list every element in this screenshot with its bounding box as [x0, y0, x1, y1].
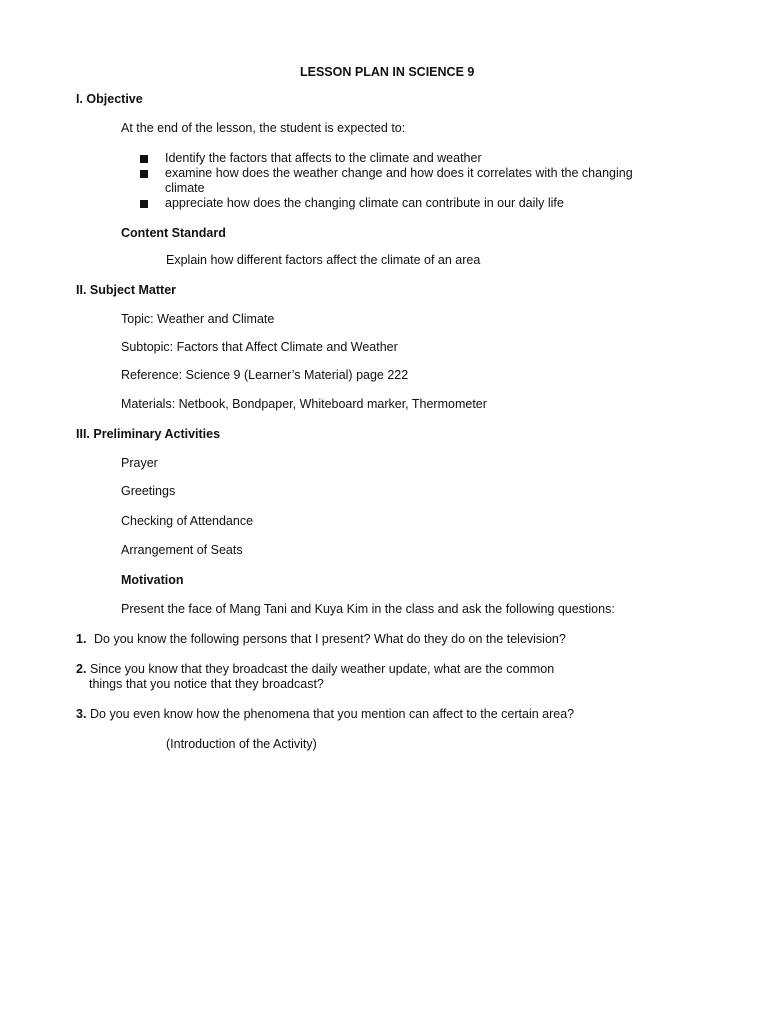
- reference-line: Reference: Science 9 (Learner’s Material) page 222: [121, 368, 409, 382]
- preliminary-item-prayer: Prayer: [121, 456, 158, 470]
- subtopic-line: Subtopic: Factors that Affect Climate and Weather: [121, 340, 398, 354]
- motivation-text: Present the face of Mang Tani and Kuya Kim in the class and ask the following questions:: [121, 602, 615, 616]
- content-standard-text: Explain how different factors affect the climate of an area: [166, 253, 481, 267]
- document-title: LESSON PLAN IN SCIENCE 9: [300, 65, 475, 79]
- bullet-square-icon: [140, 200, 148, 208]
- objective-bullet-2-continuation: climate: [165, 181, 205, 195]
- objective-intro: At the end of the lesson, the student is expected to:: [121, 121, 406, 135]
- objective-heading: I. Objective: [76, 92, 143, 106]
- question-2-number: 2.: [76, 662, 87, 676]
- question-1: Do you know the following persons that I present? What do they do on the television?: [94, 632, 566, 646]
- preliminary-heading: III. Preliminary Activities: [76, 427, 221, 441]
- topic-line: Topic: Weather and Climate: [121, 312, 275, 326]
- content-standard-heading: Content Standard: [121, 226, 226, 240]
- introduction-of-activity: (Introduction of the Activity): [166, 737, 317, 751]
- materials-line: Materials: Netbook, Bondpaper, Whiteboard marker, Thermometer: [121, 397, 487, 411]
- question-2-continuation: things that you notice that they broadcast?: [89, 677, 324, 691]
- preliminary-item-attendance: Checking of Attendance: [121, 514, 254, 528]
- question-3: Do you even know how the phenomena that you mention can affect to the certain area?: [90, 707, 575, 721]
- question-2: Since you know that they broadcast the daily weather update, what are the common: [90, 662, 555, 676]
- bullet-square-icon: [140, 155, 148, 163]
- bullet-square-icon: [140, 170, 148, 178]
- question-1-number: 1.: [76, 632, 87, 646]
- preliminary-item-greetings: Greetings: [121, 484, 176, 498]
- objective-bullet-1: Identify the factors that affects to the climate and weather: [165, 151, 482, 165]
- question-3-number: 3.: [76, 707, 87, 721]
- objective-bullet-2: examine how does the weather change and how does it correlates with the changing: [165, 166, 633, 180]
- subject-matter-heading: II. Subject Matter: [76, 283, 177, 297]
- motivation-heading: Motivation: [121, 573, 184, 587]
- preliminary-item-seats: Arrangement of Seats: [121, 543, 243, 557]
- objective-bullet-3: appreciate how does the changing climate can contribute in our daily life: [165, 196, 564, 210]
